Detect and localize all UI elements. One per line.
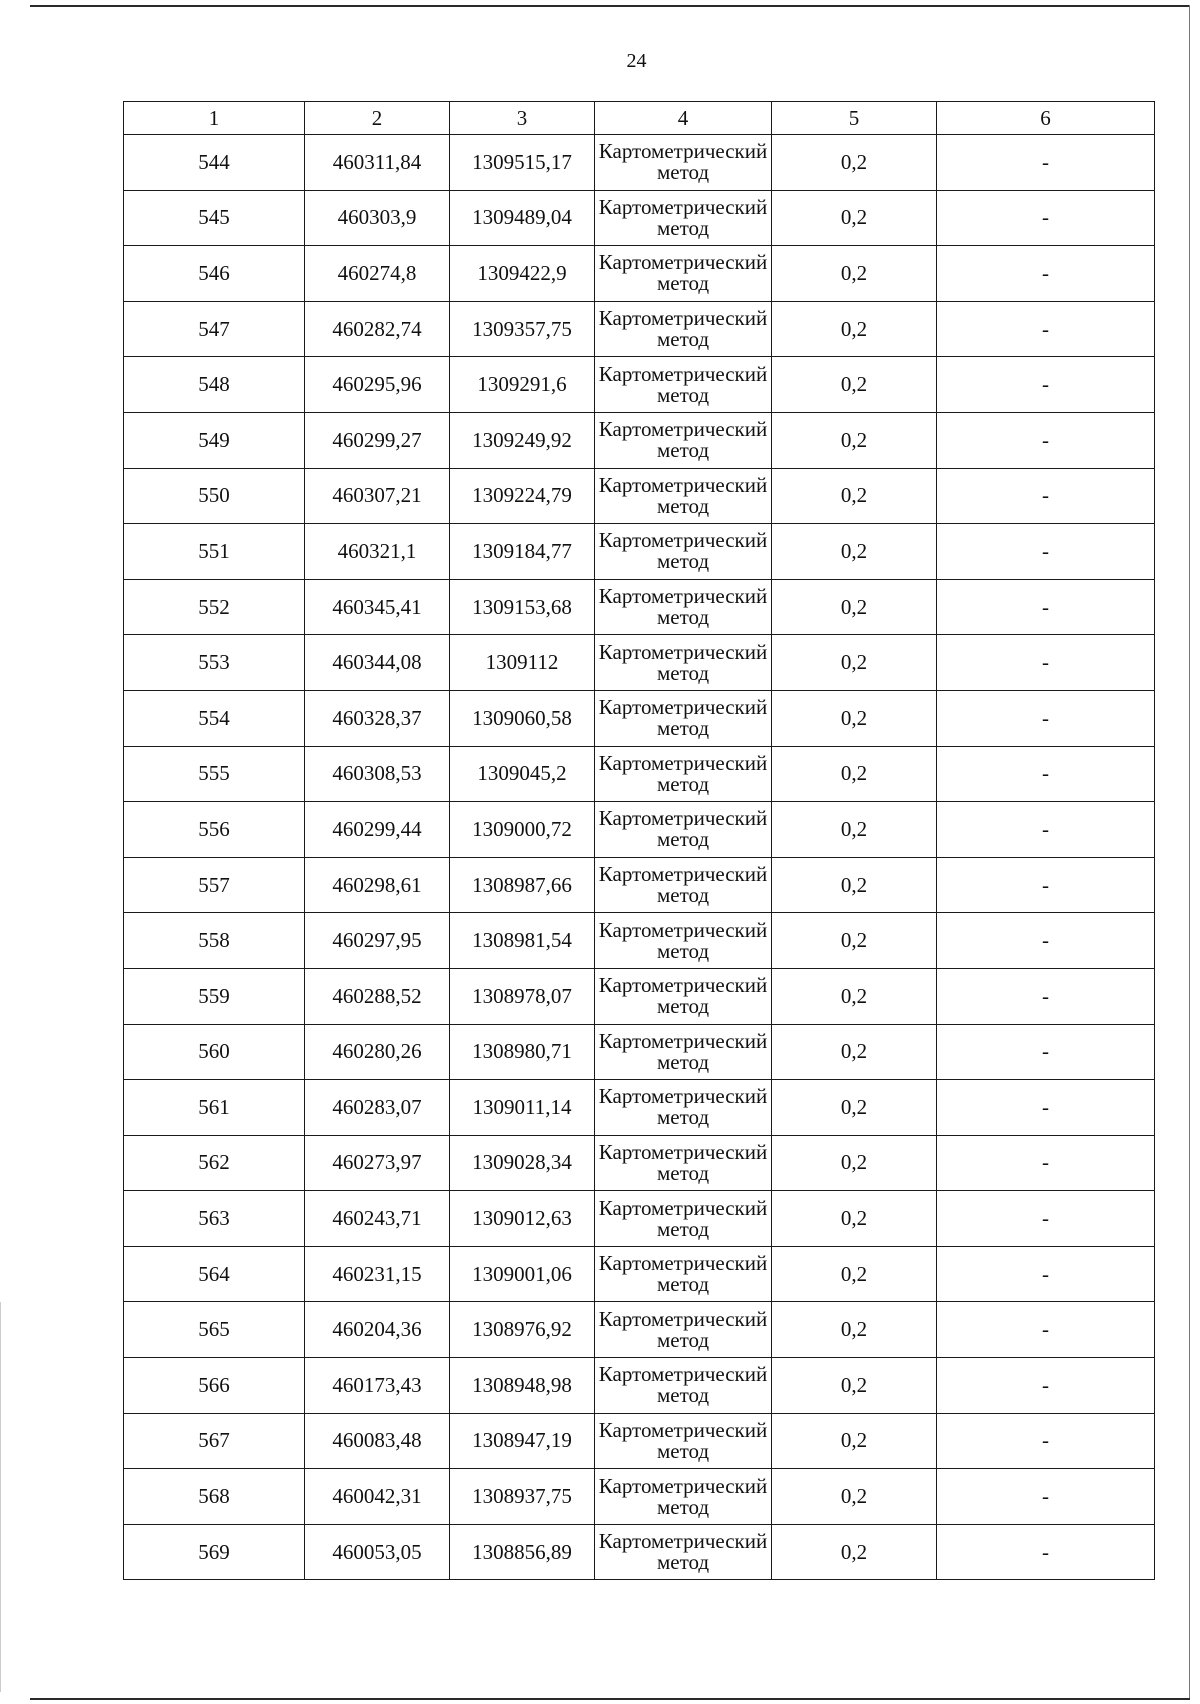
accuracy-cell: 0,2 [772,579,937,635]
method-line-2: метод [656,160,710,185]
table-row [124,746,1155,802]
header-row [124,102,1155,135]
accuracy-cell: 0,2 [772,246,937,302]
note-cell: - [937,524,1155,580]
method-cell [595,1524,772,1580]
x-coordinate-cell: 460204,36 [305,1302,450,1358]
point-number-cell: 569 [124,1524,305,1580]
point-number-cell: 555 [124,746,305,802]
method-line-1: Картометрический [598,584,768,609]
x-coordinate-cell: 460299,44 [305,802,450,858]
accuracy-cell: 0,2 [772,1080,937,1136]
header-col-1: 1 [124,102,305,135]
table-row [124,857,1155,913]
x-coordinate-cell: 460231,15 [305,1246,450,1302]
note-cell: - [937,1358,1155,1414]
method-cell [595,301,772,357]
x-coordinate-cell: 460307,21 [305,468,450,524]
method-line-1: Картометрический [598,1251,768,1276]
y-coordinate-cell: 1309060,58 [450,690,595,746]
y-coordinate-cell: 1308937,75 [450,1469,595,1525]
accuracy-cell: 0,2 [772,412,937,468]
table-row [124,1246,1155,1302]
method-cell [595,1358,772,1414]
table-row [124,301,1155,357]
y-coordinate-cell: 1309153,68 [450,579,595,635]
scan-edge-top [30,5,1190,7]
y-coordinate-cell: 1309000,72 [450,802,595,858]
method-line-2: метод [656,1550,710,1575]
y-coordinate-cell: 1309515,17 [450,135,595,191]
x-coordinate-cell: 460042,31 [305,1469,450,1525]
method-line-2: метод [656,1327,710,1352]
method-line-1: Картометрический [598,1195,768,1220]
method-cell [595,1413,772,1469]
accuracy-cell: 0,2 [772,690,937,746]
x-coordinate-cell: 460299,27 [305,412,450,468]
y-coordinate-cell: 1308978,07 [450,968,595,1024]
y-coordinate-cell: 1309489,04 [450,190,595,246]
method-line-1: Картометрический [598,917,768,942]
method-line-2: метод [656,827,710,852]
table-row [124,1135,1155,1191]
table-row [124,1358,1155,1414]
note-cell: - [937,1413,1155,1469]
note-cell: - [937,412,1155,468]
accuracy-cell: 0,2 [772,1358,937,1414]
scan-edge-left [0,1302,1,1692]
method-line-2: метод [656,382,710,407]
accuracy-cell: 0,2 [772,301,937,357]
x-coordinate-cell: 460274,8 [305,246,450,302]
method-line-2: метод [656,1272,710,1297]
x-coordinate-cell: 460282,74 [305,301,450,357]
method-line-2: метод [656,1216,710,1241]
y-coordinate-cell: 1309045,2 [450,746,595,802]
method-line-1: Картометрический [598,806,768,831]
header-col-5: 5 [772,102,937,135]
method-cell [595,524,772,580]
table-row [124,1413,1155,1469]
point-number-cell: 559 [124,968,305,1024]
method-line-1: Картометрический [598,1362,768,1387]
method-line-1: Картометрический [598,194,768,219]
coordinates-table [123,101,1155,1580]
x-coordinate-cell: 460295,96 [305,357,450,413]
y-coordinate-cell: 1308856,89 [450,1524,595,1580]
note-cell: - [937,246,1155,302]
y-coordinate-cell: 1308980,71 [450,1024,595,1080]
accuracy-cell: 0,2 [772,1246,937,1302]
method-cell [595,579,772,635]
y-coordinate-cell: 1309224,79 [450,468,595,524]
method-line-2: метод [656,660,710,685]
method-cell [595,1024,772,1080]
point-number-cell: 552 [124,579,305,635]
accuracy-cell: 0,2 [772,1469,937,1525]
method-cell [595,802,772,858]
note-cell: - [937,1524,1155,1580]
x-coordinate-cell: 460083,48 [305,1413,450,1469]
method-line-1: Картометрический [598,750,768,775]
table-row [124,524,1155,580]
method-cell [595,913,772,969]
table-row [124,1469,1155,1525]
note-cell: - [937,1080,1155,1136]
y-coordinate-cell: 1308981,54 [450,913,595,969]
point-number-cell: 546 [124,246,305,302]
method-cell [595,1080,772,1136]
point-number-cell: 558 [124,913,305,969]
table-row [124,246,1155,302]
accuracy-cell: 0,2 [772,135,937,191]
note-cell: - [937,913,1155,969]
method-line-2: метод [656,1383,710,1408]
table-row [124,1524,1155,1580]
accuracy-cell: 0,2 [772,968,937,1024]
x-coordinate-cell: 460273,97 [305,1135,450,1191]
point-number-cell: 550 [124,468,305,524]
method-line-2: метод [656,883,710,908]
x-coordinate-cell: 460053,05 [305,1524,450,1580]
note-cell: - [937,635,1155,691]
point-number-cell: 566 [124,1358,305,1414]
accuracy-cell: 0,2 [772,524,937,580]
x-coordinate-cell: 460308,53 [305,746,450,802]
point-number-cell: 567 [124,1413,305,1469]
method-line-2: метод [656,215,710,240]
scan-edge-right [1189,5,1190,1699]
note-cell: - [937,1024,1155,1080]
table-row [124,802,1155,858]
note-cell: - [937,1469,1155,1525]
method-line-2: метод [656,438,710,463]
method-cell [595,635,772,691]
table-row [124,412,1155,468]
table-row [124,913,1155,969]
note-cell: - [937,190,1155,246]
method-line-2: метод [656,271,710,296]
y-coordinate-cell: 1309028,34 [450,1135,595,1191]
accuracy-cell: 0,2 [772,746,937,802]
note-cell: - [937,802,1155,858]
method-cell [595,190,772,246]
table-row [124,1191,1155,1247]
y-coordinate-cell: 1309249,92 [450,412,595,468]
note-cell: - [937,135,1155,191]
method-line-2: метод [656,716,710,741]
x-coordinate-cell: 460243,71 [305,1191,450,1247]
scan-edge-bottom [30,1698,1190,1700]
x-coordinate-cell: 460328,37 [305,690,450,746]
method-line-1: Картометрический [598,695,768,720]
accuracy-cell: 0,2 [772,802,937,858]
note-cell: - [937,468,1155,524]
accuracy-cell: 0,2 [772,857,937,913]
x-coordinate-cell: 460303,9 [305,190,450,246]
method-cell [595,1302,772,1358]
header-col-6: 6 [937,102,1155,135]
method-line-2: метод [656,493,710,518]
method-line-1: Картометрический [598,528,768,553]
x-coordinate-cell: 460283,07 [305,1080,450,1136]
method-cell [595,968,772,1024]
method-line-1: Картометрический [598,1473,768,1498]
method-line-2: метод [656,327,710,352]
x-coordinate-cell: 460345,41 [305,579,450,635]
point-number-cell: 561 [124,1080,305,1136]
method-line-2: метод [656,1494,710,1519]
header-col-2: 2 [305,102,450,135]
method-line-2: метод [656,1160,710,1185]
method-line-2: метод [656,994,710,1019]
point-number-cell: 560 [124,1024,305,1080]
method-cell [595,857,772,913]
table-row [124,190,1155,246]
y-coordinate-cell: 1308976,92 [450,1302,595,1358]
method-line-1: Картометрический [598,417,768,442]
y-coordinate-cell: 1309012,63 [450,1191,595,1247]
header-col-4: 4 [595,102,772,135]
table-row [124,968,1155,1024]
note-cell: - [937,968,1155,1024]
note-cell: - [937,1135,1155,1191]
method-line-2: метод [656,549,710,574]
point-number-cell: 551 [124,524,305,580]
header-col-3: 3 [450,102,595,135]
note-cell: - [937,690,1155,746]
method-cell [595,1469,772,1525]
accuracy-cell: 0,2 [772,1024,937,1080]
method-line-1: Картометрический [598,1306,768,1331]
method-line-2: метод [656,1438,710,1463]
x-coordinate-cell: 460288,52 [305,968,450,1024]
accuracy-cell: 0,2 [772,635,937,691]
point-number-cell: 568 [124,1469,305,1525]
method-line-1: Картометрический [598,1139,768,1164]
method-line-1: Картометрический [598,862,768,887]
accuracy-cell: 0,2 [772,1302,937,1358]
x-coordinate-cell: 460280,26 [305,1024,450,1080]
method-line-2: метод [656,1049,710,1074]
table-row [124,690,1155,746]
accuracy-cell: 0,2 [772,468,937,524]
method-cell [595,135,772,191]
method-line-2: метод [656,605,710,630]
method-line-2: метод [656,1105,710,1130]
method-line-2: метод [656,938,710,963]
method-cell [595,746,772,802]
accuracy-cell: 0,2 [772,1135,937,1191]
page-number: 24 [626,50,647,72]
method-line-1: Картометрический [598,1529,768,1554]
accuracy-cell: 0,2 [772,357,937,413]
accuracy-cell: 0,2 [772,1191,937,1247]
point-number-cell: 556 [124,802,305,858]
y-coordinate-cell: 1309422,9 [450,246,595,302]
y-coordinate-cell: 1308948,98 [450,1358,595,1414]
table-row [124,1024,1155,1080]
point-number-cell: 544 [124,135,305,191]
table-row [124,135,1155,191]
table-row [124,579,1155,635]
point-number-cell: 557 [124,857,305,913]
method-line-1: Картометрический [598,361,768,386]
method-line-1: Картометрический [598,1028,768,1053]
method-cell [595,246,772,302]
table-row [124,468,1155,524]
table-row [124,635,1155,691]
note-cell: - [937,1191,1155,1247]
note-cell: - [937,1246,1155,1302]
point-number-cell: 549 [124,412,305,468]
method-cell [595,468,772,524]
method-line-1: Картометрический [598,139,768,164]
note-cell: - [937,301,1155,357]
point-number-cell: 563 [124,1191,305,1247]
note-cell: - [937,1302,1155,1358]
point-number-cell: 565 [124,1302,305,1358]
method-line-1: Картометрический [598,250,768,275]
x-coordinate-cell: 460173,43 [305,1358,450,1414]
x-coordinate-cell: 460344,08 [305,635,450,691]
x-coordinate-cell: 460321,1 [305,524,450,580]
y-coordinate-cell: 1309357,75 [450,301,595,357]
method-line-1: Картометрический [598,973,768,998]
point-number-cell: 547 [124,301,305,357]
method-line-1: Картометрический [598,1084,768,1109]
method-line-2: метод [656,771,710,796]
x-coordinate-cell: 460297,95 [305,913,450,969]
point-number-cell: 562 [124,1135,305,1191]
y-coordinate-cell: 1308987,66 [450,857,595,913]
x-coordinate-cell: 460311,84 [305,135,450,191]
method-line-1: Картометрический [598,472,768,497]
point-number-cell: 564 [124,1246,305,1302]
method-cell [595,412,772,468]
method-cell [595,690,772,746]
accuracy-cell: 0,2 [772,1524,937,1580]
table-row [124,357,1155,413]
y-coordinate-cell: 1309001,06 [450,1246,595,1302]
note-cell: - [937,579,1155,635]
table-body [124,135,1155,1580]
y-coordinate-cell: 1309291,6 [450,357,595,413]
accuracy-cell: 0,2 [772,190,937,246]
y-coordinate-cell: 1309184,77 [450,524,595,580]
table-row [124,1080,1155,1136]
point-number-cell: 545 [124,190,305,246]
method-cell [595,1191,772,1247]
accuracy-cell: 0,2 [772,1413,937,1469]
method-cell [595,1246,772,1302]
method-line-1: Картометрический [598,639,768,664]
method-line-1: Картометрический [598,306,768,331]
y-coordinate-cell: 1308947,19 [450,1413,595,1469]
note-cell: - [937,857,1155,913]
accuracy-cell: 0,2 [772,913,937,969]
method-cell [595,1135,772,1191]
y-coordinate-cell: 1309011,14 [450,1080,595,1136]
method-cell [595,357,772,413]
y-coordinate-cell: 1309112 [450,635,595,691]
note-cell: - [937,746,1155,802]
point-number-cell: 554 [124,690,305,746]
table-row [124,1302,1155,1358]
x-coordinate-cell: 460298,61 [305,857,450,913]
note-cell: - [937,357,1155,413]
point-number-cell: 548 [124,357,305,413]
table-header [124,102,1155,135]
point-number-cell: 553 [124,635,305,691]
method-line-1: Картометрический [598,1417,768,1442]
